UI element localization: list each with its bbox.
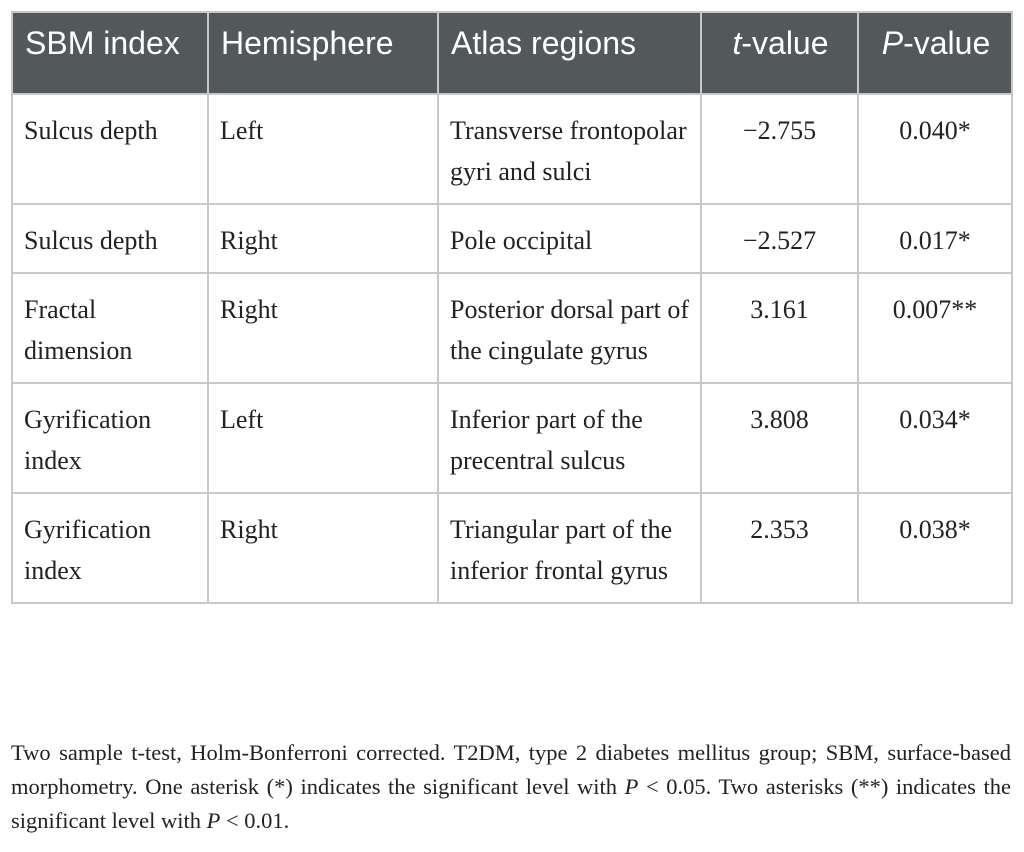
cell-atlas-region: Transverse frontopolar gyri and sulci [438, 94, 701, 204]
cell-t-value: 3.161 [701, 273, 858, 383]
cell-p-value: 0.007** [858, 273, 1012, 383]
table-row [12, 273, 1012, 383]
table-row [12, 493, 1012, 603]
cell-t-value: −2.527 [701, 204, 858, 273]
cell-t-value: −2.755 [701, 94, 858, 204]
table-header [12, 12, 1012, 94]
results-table-container [11, 11, 1011, 604]
header-hemisphere: Hemisphere [208, 12, 438, 94]
footnote-text-1: Two sample t-test, Holm-Bonferroni corrected. T2DM, type 2 diabetes mellitus group; SBM, surface-based morphometry. One asterisk (*) indicates the significant level with [11, 740, 1011, 799]
cell-atlas-region: Posterior dorsal part of the cingulate gyrus [438, 273, 701, 383]
table-row [12, 94, 1012, 204]
cell-hemisphere: Left [208, 94, 438, 204]
header-sbm-index: SBM index [12, 12, 208, 94]
footnote-text-3: < 0.01. [220, 808, 290, 833]
cell-t-value: 2.353 [701, 493, 858, 603]
header-t-suffix: -value [741, 25, 829, 61]
cell-t-value: 3.808 [701, 383, 858, 493]
footnote-text-2: < 0.05. Two asterisks (**) indicates the significant level with [11, 774, 1011, 833]
footnote-p-symbol: P [624, 774, 639, 799]
cell-sbm-index: Fractal dimension [12, 273, 208, 383]
footnote-p-symbol: P [206, 808, 221, 833]
header-p-symbol: P [881, 25, 904, 61]
cell-hemisphere: Right [208, 493, 438, 603]
cell-sbm-index: Sulcus depth [12, 94, 208, 204]
header-t-value [701, 12, 858, 94]
results-table [11, 11, 1013, 604]
cell-atlas-region: Inferior part of the precentral sulcus [438, 383, 701, 493]
table-row [12, 383, 1012, 493]
cell-atlas-region: Triangular part of the inferior frontal gyrus [438, 493, 701, 603]
cell-sbm-index: Gyrification index [12, 383, 208, 493]
table-row [12, 204, 1012, 273]
cell-hemisphere: Left [208, 383, 438, 493]
cell-p-value: 0.038* [858, 493, 1012, 603]
cell-hemisphere: Right [208, 273, 438, 383]
cell-sbm-index: Sulcus depth [12, 204, 208, 273]
cell-p-value: 0.040* [858, 94, 1012, 204]
cell-p-value: 0.034* [858, 383, 1012, 493]
header-row [12, 12, 1012, 94]
table-footnote [11, 736, 1011, 838]
cell-sbm-index: Gyrification index [12, 493, 208, 603]
cell-atlas-region: Pole occipital [438, 204, 701, 273]
header-t-symbol: t [732, 25, 742, 61]
table-body [12, 94, 1012, 603]
header-atlas-regions: Atlas regions [438, 12, 701, 94]
header-p-suffix: -value [903, 25, 991, 61]
cell-hemisphere: Right [208, 204, 438, 273]
header-p-value [858, 12, 1012, 94]
cell-p-value: 0.017* [858, 204, 1012, 273]
